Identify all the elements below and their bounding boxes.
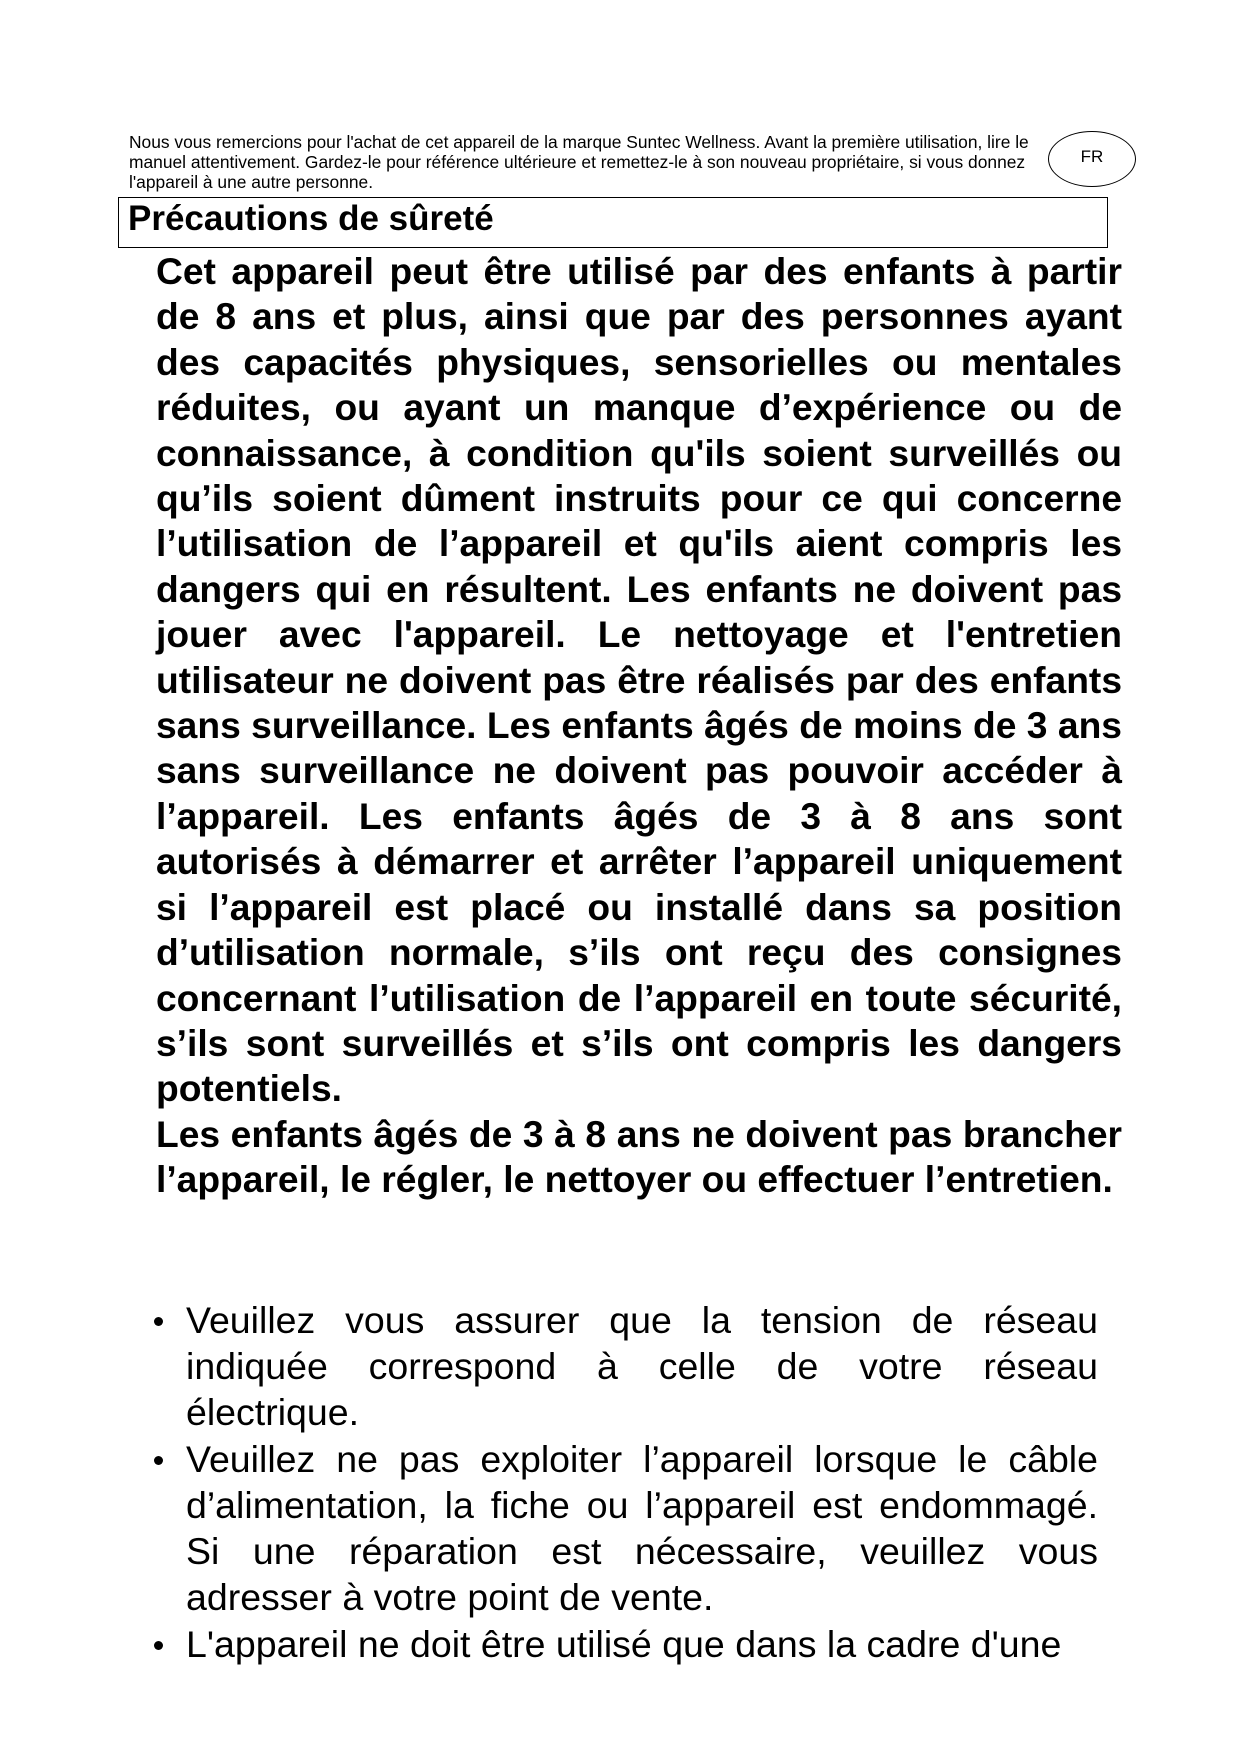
warning-paragraph-ages-3-8: Les enfants âgés de 3 à 8 ans ne doivent pas brancher l’appareil, le régler, le nettoyer ou effectuer l’entretien.	[156, 1112, 1122, 1201]
warning-paragraph-children: Cet appareil peut être utilisé par des enfants à partir de 8 ans et plus, ainsi que par des personnes ayant des capacités physiques, sensorielles ou mentales réduites, ou ayant un manque d’expérience ou de connaissance, à condition qu'ils soient surveillés ou qu’ils soient dûment instruits pour ce qui concerne l’utilisation de l’appareil et qu'ils aient compris les dangers qui en résultent. Les enfants ne doivent pas jouer avec l'appareil. Le nettoyage et l'entretien utilisateur ne doivent pas être réalisés par des enfants sans surveillance. Les enfants âgés de moins de 3 ans sans surveillance ne doivent pas pouvoir accéder à l’appareil. Les enfants âgés de 3 à 8 ans sont autorisés à démarrer et arrêter l’appareil uniquement si l’appareil est placé ou installé dans sa position d’utilisation normale, s’ils ont reçu des consignes concernant l’utilisation de l’appareil en toute sécurité, s’ils sont surveillés et s’ils ont compris les dangers potentiels.	[156, 250, 1122, 1110]
list-item	[148, 1436, 1098, 1620]
intro-text: Nous vous remercions pour l'achat de cet appareil de la marque Suntec Wellness. Avant la première utilisation, lire le manuel attentivement. Gardez-le pour référence ultérieure et remettez-le à son nouveau propriétaire, si vous donnez l'appareil à une autre personne.	[129, 132, 1029, 192]
bullet-icon	[154, 1317, 163, 1326]
list-item-text: Veuillez ne pas exploiter l’appareil lorsque le câble d’alimentation, la fiche ou l’appareil est endommagé. Si une réparation est nécessaire, veuillez vous adresser à votre point de vente.	[186, 1438, 1098, 1618]
precautions-list	[148, 1297, 1098, 1668]
language-badge: FR	[1048, 131, 1136, 187]
list-item-text: L'appareil ne doit être utilisé que dans la cadre d'une	[186, 1623, 1062, 1665]
list-item-text: Veuillez vous assurer que la tension de réseau indiquée correspond à celle de votre réseau électrique.	[186, 1299, 1098, 1433]
safety-warning	[156, 249, 1122, 1203]
list-item	[148, 1621, 1098, 1667]
section-title: Précautions de sûreté	[128, 199, 494, 238]
list-item	[148, 1297, 1098, 1435]
bullet-icon	[154, 1456, 163, 1465]
bullet-icon	[154, 1641, 163, 1650]
